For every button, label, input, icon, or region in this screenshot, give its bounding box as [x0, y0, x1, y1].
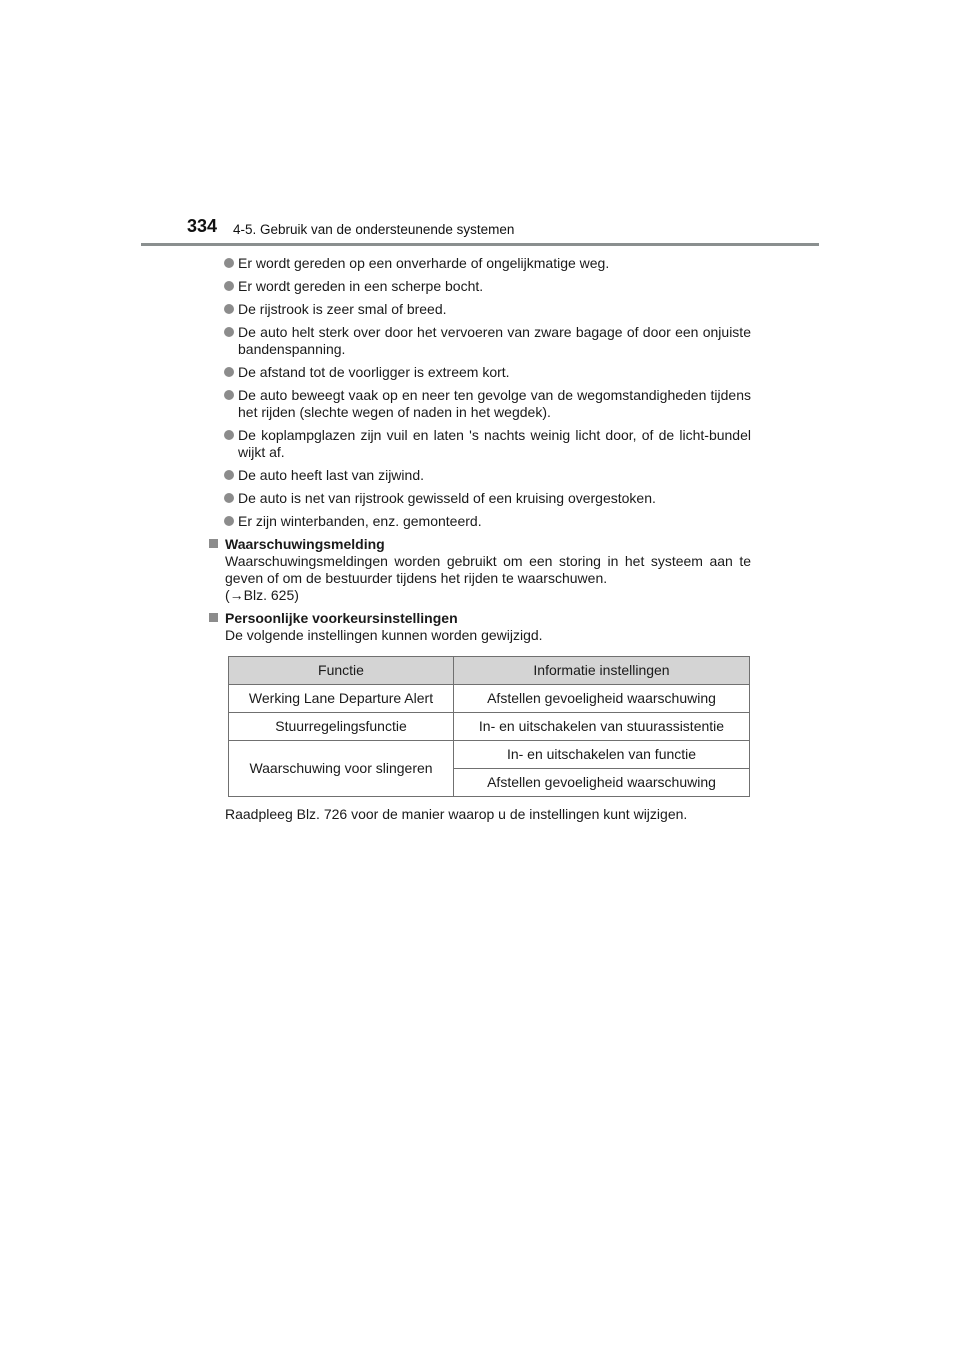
- list-item-text: Er wordt gereden in een scherpe bocht.: [238, 278, 484, 294]
- column-header-settings: Informatie instellingen: [454, 657, 750, 685]
- bullet-icon: [224, 327, 234, 337]
- settings-cell: Afstellen gevoeligheid waarschuwing: [454, 685, 750, 713]
- bullet-icon: [224, 281, 234, 291]
- header-divider: [141, 243, 819, 246]
- settings-cell: In- en uitschakelen van functie: [454, 741, 750, 769]
- settings-cell: Afstellen gevoeligheid waarschuwing: [454, 769, 750, 797]
- bullet-icon: [224, 493, 234, 503]
- preferences-section: [221, 610, 751, 823]
- list-item-text: De afstand tot de voorligger is extreem kort.: [238, 364, 510, 380]
- settings-table: [228, 656, 750, 797]
- list-item-text: De koplampglazen zijn vuil en laten 's nachts weinig licht door, of de licht-bundel wijkt af.: [238, 427, 751, 460]
- square-bullet-icon: [209, 613, 218, 622]
- footer-note: Raadpleeg Blz. 726 voor de manier waarop u de instellingen kunt wijzigen.: [225, 806, 688, 822]
- list-item-text: De auto heeft last van zijwind.: [238, 467, 424, 483]
- table-row: [229, 685, 750, 713]
- page-header: [0, 0, 960, 250]
- bullet-icon: [224, 390, 234, 400]
- list-item: [221, 513, 751, 530]
- list-item: [221, 467, 751, 484]
- condition-list: [221, 255, 751, 530]
- list-item: [221, 278, 751, 295]
- table-header-row: [229, 657, 750, 685]
- bullet-icon: [224, 304, 234, 314]
- list-item: [221, 427, 751, 461]
- bullet-icon: [224, 258, 234, 268]
- table-row: [229, 741, 750, 769]
- list-item: [221, 387, 751, 421]
- list-item-text: De auto beweegt vaak op en neer ten gevolge van de wegomstandigheden tijdens het rijden (slechte wegen of naden in het wegdek).: [238, 387, 751, 420]
- warning-body: Waarschuwingsmeldingen worden gebruikt om een storing in het systeem aan te geven of om de bestuurder tijdens het rijden te waarschuwen.: [225, 553, 751, 586]
- function-cell: Stuurregelingsfunctie: [229, 713, 454, 741]
- list-item: [221, 490, 751, 507]
- function-cell: Waarschuwing voor slingeren: [229, 741, 454, 797]
- section-title: 4-5. Gebruik van de ondersteunende systemen: [233, 222, 515, 237]
- list-item-text: De rijstrook is zeer smal of breed.: [238, 301, 447, 317]
- settings-cell: In- en uitschakelen van stuurassistentie: [454, 713, 750, 741]
- table-row: [229, 713, 750, 741]
- preferences-heading: Persoonlijke voorkeursinstellingen: [225, 610, 458, 626]
- bullet-icon: [224, 430, 234, 440]
- list-item-text: De auto helt sterk over door het vervoeren van zware bagage of door een onjuiste bandenspanning.: [238, 324, 751, 357]
- square-bullet-icon: [209, 539, 218, 548]
- list-item-text: De auto is net van rijstrook gewisseld of een kruising overgestoken.: [238, 490, 656, 506]
- list-item-text: Er wordt gereden op een onverharde of ongelijkmatige weg.: [238, 255, 610, 271]
- warning-page-reference: (→Blz. 625): [225, 587, 299, 603]
- column-header-function: Functie: [229, 657, 454, 685]
- page-number: 334: [187, 216, 218, 236]
- bullet-icon: [224, 516, 234, 526]
- page-content: [221, 255, 751, 823]
- preferences-body: De volgende instellingen kunnen worden gewijzigd.: [225, 627, 543, 643]
- list-item: [221, 364, 751, 381]
- bullet-icon: [224, 470, 234, 480]
- list-item: [221, 255, 751, 272]
- list-item-text: Er zijn winterbanden, enz. gemonteerd.: [238, 513, 482, 529]
- list-item: [221, 301, 751, 318]
- function-cell: Werking Lane Departure Alert: [229, 685, 454, 713]
- warning-heading: Waarschuwingsmelding: [225, 536, 385, 552]
- bullet-icon: [224, 367, 234, 377]
- warning-section: [221, 536, 751, 604]
- list-item: [221, 324, 751, 358]
